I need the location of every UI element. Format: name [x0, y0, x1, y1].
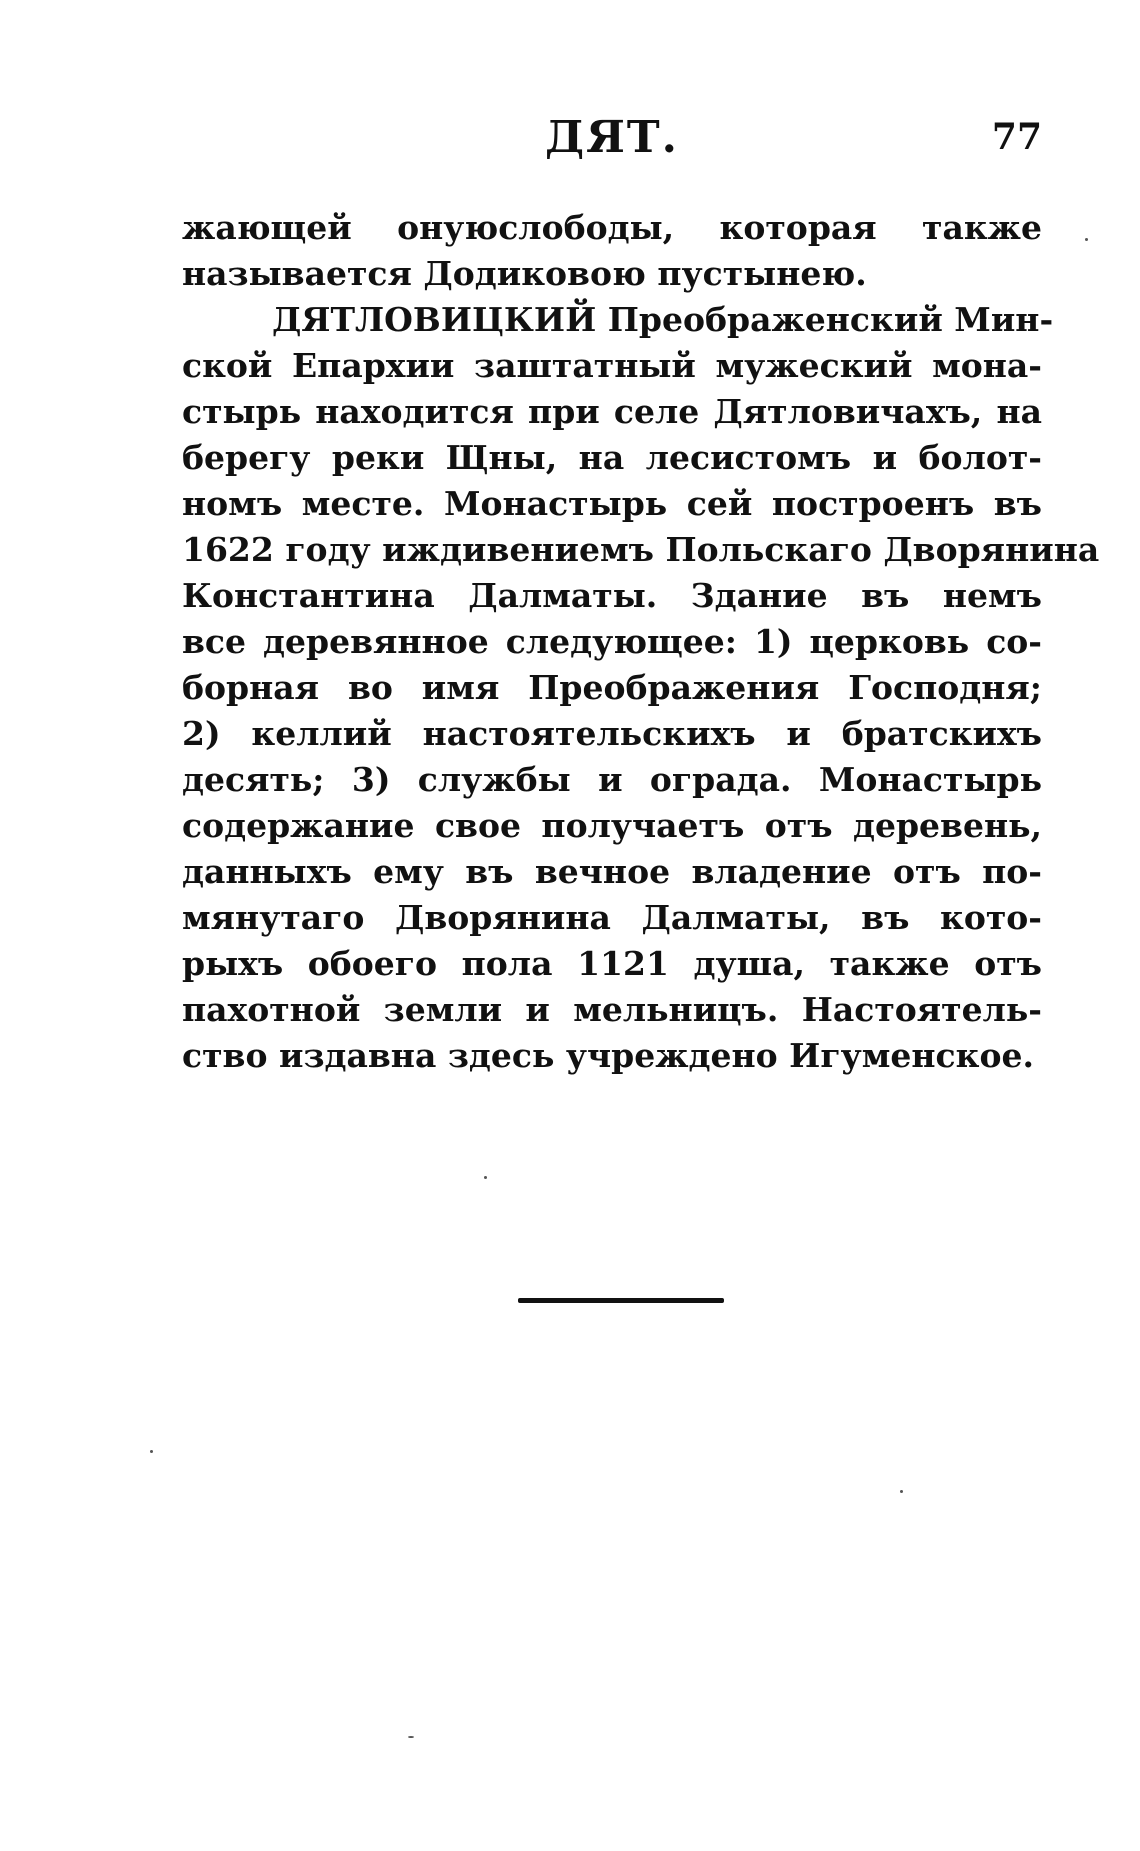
text-line: берегу реки Щны, на лесистомъ и болот-	[182, 438, 1042, 477]
text-line: пахотной земли и мельницъ. Настоятель-	[182, 990, 1042, 1029]
text-line: рыхъ обоего пола 1121 душа, также отъ	[182, 944, 1042, 983]
entry-headword-line: ДЯТЛОВИЦКИЙ Преображенский Мин-	[272, 300, 1054, 339]
running-head-title: ДЯТ.	[545, 112, 679, 163]
text-line: все деревянное следующее: 1) церковь со-	[182, 622, 1042, 661]
running-head	[182, 112, 1042, 172]
text-line: ской Епархии заштатный мужеский мона-	[182, 346, 1042, 385]
page-number: 77	[991, 116, 1042, 158]
text-line: номъ месте. Монастырь сей построенъ въ	[182, 484, 1042, 523]
text-line: содержание свое получаетъ отъ деревень,	[182, 806, 1042, 845]
text-line: данныхъ ему въ вечное владение отъ по-	[182, 852, 1042, 891]
text-line: жающей онуюслободы, которая также	[182, 208, 1042, 247]
text-line: мянутаго Дворянина Далматы, въ кото-	[182, 898, 1042, 937]
text-line: стырь находится при селе Дятловичахъ, на	[182, 392, 1042, 431]
text-line: борная во имя Преображения Господня;	[182, 668, 1042, 707]
print-speck	[1085, 238, 1088, 241]
text-line: 1622 году иждивениемъ Польскаго Дворянина	[182, 530, 1100, 569]
print-speck	[900, 1490, 903, 1493]
text-line: называется Додиковою пустынею.	[182, 254, 867, 293]
print-speck	[150, 1450, 153, 1453]
section-divider-rule	[518, 1298, 724, 1303]
text-line: ство издавна здесь учреждено Игуменское.	[182, 1036, 1034, 1075]
text-line: Константина Далматы. Здание въ немъ	[182, 576, 1042, 615]
print-speck	[484, 1176, 487, 1179]
print-speck	[408, 1736, 414, 1738]
entry-text	[182, 205, 1100, 1079]
text-line: десять; 3) службы и ограда. Монастырь	[182, 760, 1042, 799]
text-line: 2) келлий настоятельскихъ и братскихъ	[182, 714, 1042, 753]
